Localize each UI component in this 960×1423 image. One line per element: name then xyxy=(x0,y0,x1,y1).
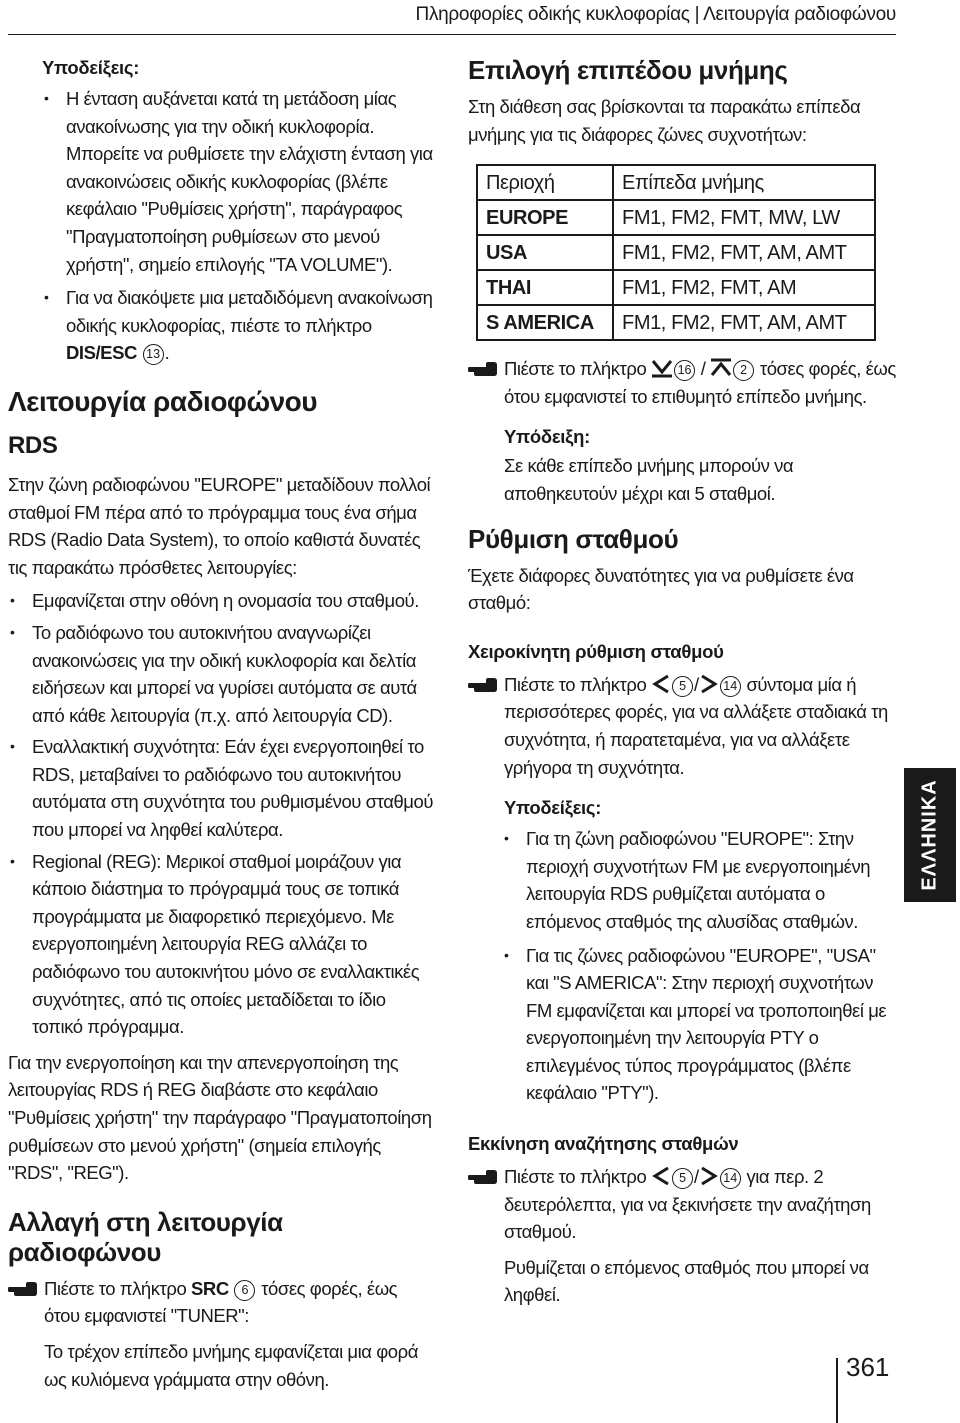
table-cell: THAI xyxy=(477,270,613,305)
language-tab xyxy=(904,768,956,902)
hint-item: • Για τις ζώνες ραδιοφώνου "EUROPE", "USA" και "S AMERICA": Στην περιοχή συχνοτήτων FM εμφανίζεται και μπορεί να τροποποιηθεί με ενεργοποιημένη την λειτουργία PTY ο επιλεγμένος τύπος προγράμματος (βλέπε κεφάλαιο "PTY"). xyxy=(526,942,896,1108)
pointing-hand-icon xyxy=(8,1281,38,1297)
page-number-divider xyxy=(836,1358,838,1423)
hints-list xyxy=(42,85,436,367)
hints-title: Υποδείξεις: xyxy=(42,57,140,78)
hint-item: • Για να διακόψετε μια μεταδιδόμενη ανακοίνωση οδικής κυκλοφορίας, πιέστε το πλήκτρο DIS/ESC 13 . xyxy=(66,284,436,367)
rds-intro: Στην ζώνη ραδιοφώνου "EUROPE" μεταδίδουν πολλοί σταθμοί FM πέρα από το πρόγραμμα τους ένα σήμα RDS (Radio Data System), το οποίο καθιστά δυνατές τις παρακάτω πρόσθετες λειτουργίες: xyxy=(8,473,431,578)
chevron-left-icon xyxy=(651,674,671,694)
memory-section-title: Επιλογή επιπέδου μνήμης xyxy=(468,55,788,85)
rds-title: RDS xyxy=(8,431,58,459)
key-number: 5 xyxy=(672,1168,693,1189)
left-column xyxy=(8,55,436,1393)
key-number: 14 xyxy=(720,1168,741,1189)
hint-item: • Για τη ζώνη ραδιοφώνου "EUROPE": Στην περιοχή συχνοτήτων FM με ενεργοποιημένη λειτουργία RDS ρυθμίζεται αυτόματα ο επόμενος σταθμός της αλυσίδας σταθμών. xyxy=(526,825,896,935)
rds-item: • Το ραδιόφωνο του αυτοκινήτου αναγνωρίζει ανακοινώσεις για την οδική κυκλοφορία και δελτία ειδήσεων και μπορεί να γυρίσει αυτόματα σε αυτά από κάθε λειτουργία (π.χ. από λειτουργία CD). xyxy=(32,619,436,729)
header-title: Πληροφορίες οδικής κυκλοφορίας | Λειτουργία ραδιοφώνου xyxy=(415,4,896,25)
switch-note: Το τρέχον επίπεδο μνήμης εμφανίζεται μια φορά ως κυλιόμενα γράμματα στην οθόνη. xyxy=(44,1340,418,1390)
table-row xyxy=(477,200,875,235)
manual-hints-title: Υποδείξεις: xyxy=(504,797,602,819)
arrow-up-bar-icon xyxy=(710,358,732,378)
manual-hints-list xyxy=(504,825,896,1107)
arrow-down-bar-icon xyxy=(651,358,673,378)
chevron-right-icon xyxy=(699,1166,719,1186)
table-row xyxy=(477,270,875,305)
memory-hint-title: Υπόδειξη: xyxy=(504,426,590,448)
key-number: 16 xyxy=(674,360,695,381)
right-column xyxy=(468,55,896,1309)
pointing-hand-icon xyxy=(468,361,498,377)
seek-result: Ρυθμίζεται ο επόμενος σταθμός που μπορεί να ληφθεί. xyxy=(504,1256,869,1306)
table-cell: FM1, FM2, FMT, AM, AMT xyxy=(613,305,875,340)
page-header xyxy=(8,0,896,35)
tune-section-title: Ρύθμιση σταθμού xyxy=(468,523,679,554)
radio-section-title: Λειτουργία ραδιοφώνου xyxy=(8,385,318,417)
key-number: 6 xyxy=(234,1280,255,1301)
chevron-right-icon xyxy=(699,674,719,694)
table-cell: EUROPE xyxy=(477,200,613,235)
memory-step: Πιέστε το πλήκτρο 16 / 2 τόσες φορές, έως ότου εμφανιστεί το επιθυμητό επίπεδο μνήμης. Υπόδειξη: Σε κάθε επίπεδο μνήμης μπορούν να αποθηκευτούν μέχρι και 5 σταθμοί. xyxy=(468,355,896,507)
table-row xyxy=(477,305,875,340)
rds-item: • Εναλλακτική συχνότητα: Εάν έχει ενεργοποιηθεί το RDS, μεταβαίνει το ραδιόφωνο του αυτοκινήτου αυτόματα στη συχνότητα του ρυθμισμένου σταθμού που μπορεί να ληφθεί καλύτερα. xyxy=(32,733,436,843)
rds-item: • Regional (REG): Μερικοί σταθμοί μοιράζουν για κάποιο διάστημα το πρόγραμμά τους σε τοπικά προγράμματα με διαφορετικό περιεχόμενο. Με ενεργοποιημένη λειτουργία REG αλλάζει το ραδιόφωνο του αυτοκινήτου μόνο σε εναλλακτικές συχνότητες, από τις οποίες μεταδίδεται το ίδιο τοπικό πρόγραμμα. xyxy=(32,848,436,1041)
pointing-hand-icon xyxy=(468,677,498,693)
table-cell: FM1, FM2, FMT, AM, AMT xyxy=(613,235,875,270)
key-number: 14 xyxy=(720,676,741,697)
chevron-left-icon xyxy=(651,1166,671,1186)
manual-title: Χειροκίνητη ρύθμιση σταθμού xyxy=(468,640,724,662)
switch-step: Πιέστε το πλήκτρο SRC 6 τόσες φορές, έως ότου εμφανιστεί "TUNER": Το τρέχον επίπεδο μνήμης εμφανίζεται μια φορά ως κυλιόμενα γράμματα στην οθόνη. xyxy=(8,1275,436,1393)
table-cell: USA xyxy=(477,235,613,270)
table-header-cell: Περιοχή xyxy=(477,165,613,200)
table-header-row xyxy=(477,165,875,200)
manual-step: Πιέστε το πλήκτρο 5 / 14 σύντομα μία ή περισσότερες φορές, για να αλλάξετε σταδιακά τη συχνότητα, ή παρατεταμένα, για να αλλάξετε γρήγορα τη συχνότητα. Υποδείξεις: • Για τη ζώνη ραδιοφώνου "EUROPE": Στην περιοχή συχνοτήτων FM με ενεργοποιημένη λειτουργία RDS ρυθμίζεται αυτόματα ο επόμενος σταθμός της αλυσίδας σταθμών. • Για τις ζώνες ραδιοφώνου "EUROPE", "USA" και "S AMERICA": Στην περιοχή συχνοτήτων FM εμφανίζεται και μπορεί να τροποποιηθεί με ενεργοποιημένη την λειτουργία PTY ο επιλεγμένος τύπος προγράμματος (βλέπε κεφάλαιο "PTY"). xyxy=(468,671,896,1107)
memory-hint: Σε κάθε επίπεδο μνήμης μπορούν να αποθηκευτούν μέχρι και 5 σταθμοί. xyxy=(504,455,794,504)
memory-intro: Στη διάθεση σας βρίσκονται τα παρακάτω επίπεδα μνήμης για τις διάφορες ζώνες συχνοτήτων: xyxy=(468,96,861,145)
seek-step: Πιέστε το πλήκτρο 5 / 14 για περ. 2 δευτερόλεπτα, για να ξεκινήσετε την αναζήτηση σταθμού. Ρυθμίζεται ο επόμενος σταθμός που μπορεί να ληφθεί. xyxy=(468,1163,896,1309)
table-cell: FM1, FM2, FMT, MW, LW xyxy=(613,200,875,235)
switch-section-title: Αλλαγή στη λειτουργία ραδιοφώνου xyxy=(8,1206,283,1267)
tune-intro: Έχετε διάφορες δυνατότητες για να ρυθμίσετε ένα σταθμό: xyxy=(468,564,854,614)
rds-item: • Εμφανίζεται στην οθόνη η ονομασία του σταθμού. xyxy=(32,587,436,615)
pointing-hand-icon xyxy=(468,1169,498,1185)
rds-list xyxy=(8,587,436,1041)
language-tab-label: ΕΛΛΗΝΙΚΑ xyxy=(918,779,941,891)
key-dis-esc: DIS/ESC xyxy=(66,342,137,364)
key-number: 2 xyxy=(733,360,754,381)
memory-table xyxy=(476,164,876,341)
table-row xyxy=(477,235,875,270)
hint-item: • Η ένταση αυξάνεται κατά τη μετάδοση μίας ανακοίνωσης για την οδική κυκλοφορία. Μπορείτε να ρυθμίσετε την ελάχιστη ένταση για ανακοινώσεις οδικής κυκλοφορίας (βλέπε κεφάλαιο "Ρυθμίσεις χρήστη", παράγραφος "Πραγματοποίηση ρυθμίσεων στο μενού χρήστη", σημείο επιλογής "TA VOLUME"). xyxy=(66,85,436,278)
table-cell: S AMERICA xyxy=(477,305,613,340)
rds-outro: Για την ενεργοποίηση και την απενεργοποίηση της λειτουργίας RDS ή REG διαβάστε στο κεφάλαιο "Ρυθμίσεις χρήστη" την παράγραφο "Πραγματοποίηση ρυθμίσεων στο μενού χρήστη" (σημεία επιλογής "RDS", "REG"). xyxy=(8,1051,432,1184)
key-src: SRC xyxy=(191,1277,229,1299)
key-number: 13 xyxy=(143,344,164,365)
table-header-cell: Επίπεδα μνήμης xyxy=(613,165,875,200)
page-number: 361 xyxy=(846,1352,890,1382)
table-cell: FM1, FM2, FMT, AM xyxy=(613,270,875,305)
key-number: 5 xyxy=(672,676,693,697)
seek-title: Εκκίνηση αναζήτησης σταθμών xyxy=(468,1133,739,1155)
